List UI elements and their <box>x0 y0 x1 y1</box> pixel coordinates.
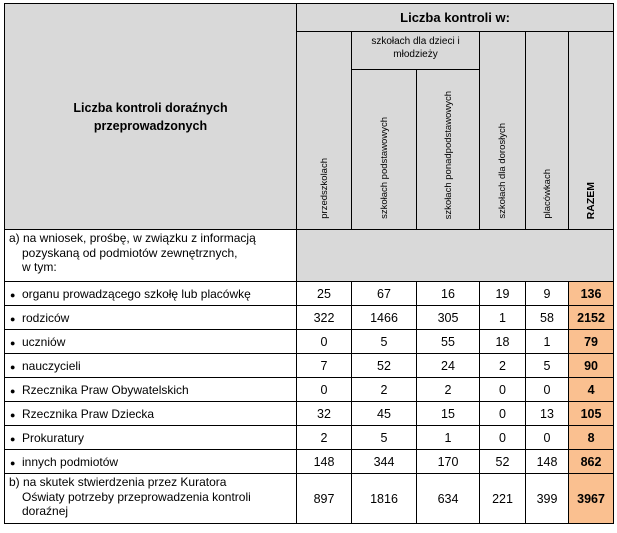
cell: 399 <box>526 474 569 524</box>
cell: 19 <box>480 282 526 306</box>
cell: 2 <box>417 378 480 402</box>
col-header-placowkach: placówkach <box>526 32 569 230</box>
cell: 1466 <box>352 306 417 330</box>
cell: 25 <box>297 282 352 306</box>
cell: 1 <box>480 306 526 330</box>
cell: 67 <box>352 282 417 306</box>
table-row-final <box>5 474 614 524</box>
cell: 322 <box>297 306 352 330</box>
group-header: szkołach dla dzieci i młodzieży <box>352 32 480 70</box>
final-label: b) na skutek stwierdzenia przez Kuratora Oświaty potrzeby przeprowadzenia kontroli doraźnej <box>5 474 297 524</box>
cell: 170 <box>417 450 480 474</box>
cell: 32 <box>297 402 352 426</box>
row-label: Rzecznika Praw Dziecka <box>22 406 155 421</box>
intro-label: a) na wniosek, prośbę, w związku z informacją pozyskaną od podmiotów zewnętrznych, w tym: <box>5 230 297 282</box>
total-cell: 105 <box>569 402 614 426</box>
table-row <box>5 330 614 354</box>
row-label: uczniów <box>22 334 66 349</box>
cell: 52 <box>480 450 526 474</box>
table-row <box>5 378 614 402</box>
col-header-ponadpodstawowych: szkołach ponadpodstawowych <box>417 70 480 230</box>
cell: 0 <box>480 426 526 450</box>
cell: 45 <box>352 402 417 426</box>
cell: 55 <box>417 330 480 354</box>
cell: 1816 <box>352 474 417 524</box>
cell: 5 <box>526 354 569 378</box>
cell: 897 <box>297 474 352 524</box>
row-label: rodziców <box>22 310 70 325</box>
bullet-icon: ● <box>10 409 16 420</box>
table-row <box>5 426 614 450</box>
corner-label: Liczba kontroli doraźnych przeprowadzonych <box>73 100 228 133</box>
inspection-table <box>4 3 614 524</box>
top-header: Liczba kontroli w: <box>297 4 614 32</box>
table-row <box>5 282 614 306</box>
cell: 15 <box>417 402 480 426</box>
total-cell: 90 <box>569 354 614 378</box>
cell: 7 <box>297 354 352 378</box>
row-label: Prokuratury <box>22 430 85 445</box>
cell: 634 <box>417 474 480 524</box>
col-header-podstawowych: szkołach podstawowych <box>352 70 417 230</box>
cell: 221 <box>480 474 526 524</box>
cell: 5 <box>352 426 417 450</box>
row-label: nauczycieli <box>22 358 81 373</box>
total-cell: 3967 <box>569 474 614 524</box>
cell: 16 <box>417 282 480 306</box>
bullet-icon: ● <box>10 385 16 396</box>
col-header-przedszkolach: przedszkolach <box>297 32 352 230</box>
cell: 0 <box>297 378 352 402</box>
cell: 2 <box>480 354 526 378</box>
cell: 18 <box>480 330 526 354</box>
cell: 344 <box>352 450 417 474</box>
cell: 148 <box>297 450 352 474</box>
cell: 24 <box>417 354 480 378</box>
corner-header <box>5 4 297 230</box>
row-label: Rzecznika Praw Obywatelskich <box>22 382 189 397</box>
table-row <box>5 402 614 426</box>
bullet-icon: ● <box>10 457 16 468</box>
bullet-icon: ● <box>10 313 16 324</box>
bullet-icon: ● <box>10 337 16 348</box>
table-row <box>5 450 614 474</box>
table-row <box>5 306 614 330</box>
cell: 0 <box>526 378 569 402</box>
cell: 5 <box>352 330 417 354</box>
cell: 52 <box>352 354 417 378</box>
total-cell: 2152 <box>569 306 614 330</box>
cell: 1 <box>417 426 480 450</box>
bullet-icon: ● <box>10 361 16 372</box>
total-cell: 8 <box>569 426 614 450</box>
intro-empty <box>297 230 614 282</box>
cell: 148 <box>526 450 569 474</box>
cell: 58 <box>526 306 569 330</box>
cell: 0 <box>480 402 526 426</box>
cell: 9 <box>526 282 569 306</box>
cell: 0 <box>297 330 352 354</box>
total-cell: 79 <box>569 330 614 354</box>
bullet-icon: ● <box>10 433 16 444</box>
table-row <box>5 354 614 378</box>
total-cell: 4 <box>569 378 614 402</box>
total-cell: 862 <box>569 450 614 474</box>
cell: 13 <box>526 402 569 426</box>
bullet-icon: ● <box>10 289 16 300</box>
total-cell: 136 <box>569 282 614 306</box>
col-header-doroslych: szkołach dla dorosłych <box>480 32 526 230</box>
row-label: innych podmiotów <box>22 454 119 469</box>
row-label: organu prowadzącego szkołę lub placówkę <box>22 286 251 301</box>
cell: 2 <box>297 426 352 450</box>
cell: 0 <box>526 426 569 450</box>
cell: 0 <box>480 378 526 402</box>
cell: 305 <box>417 306 480 330</box>
cell: 2 <box>352 378 417 402</box>
cell: 1 <box>526 330 569 354</box>
col-header-razem: RAZEM <box>569 32 614 230</box>
